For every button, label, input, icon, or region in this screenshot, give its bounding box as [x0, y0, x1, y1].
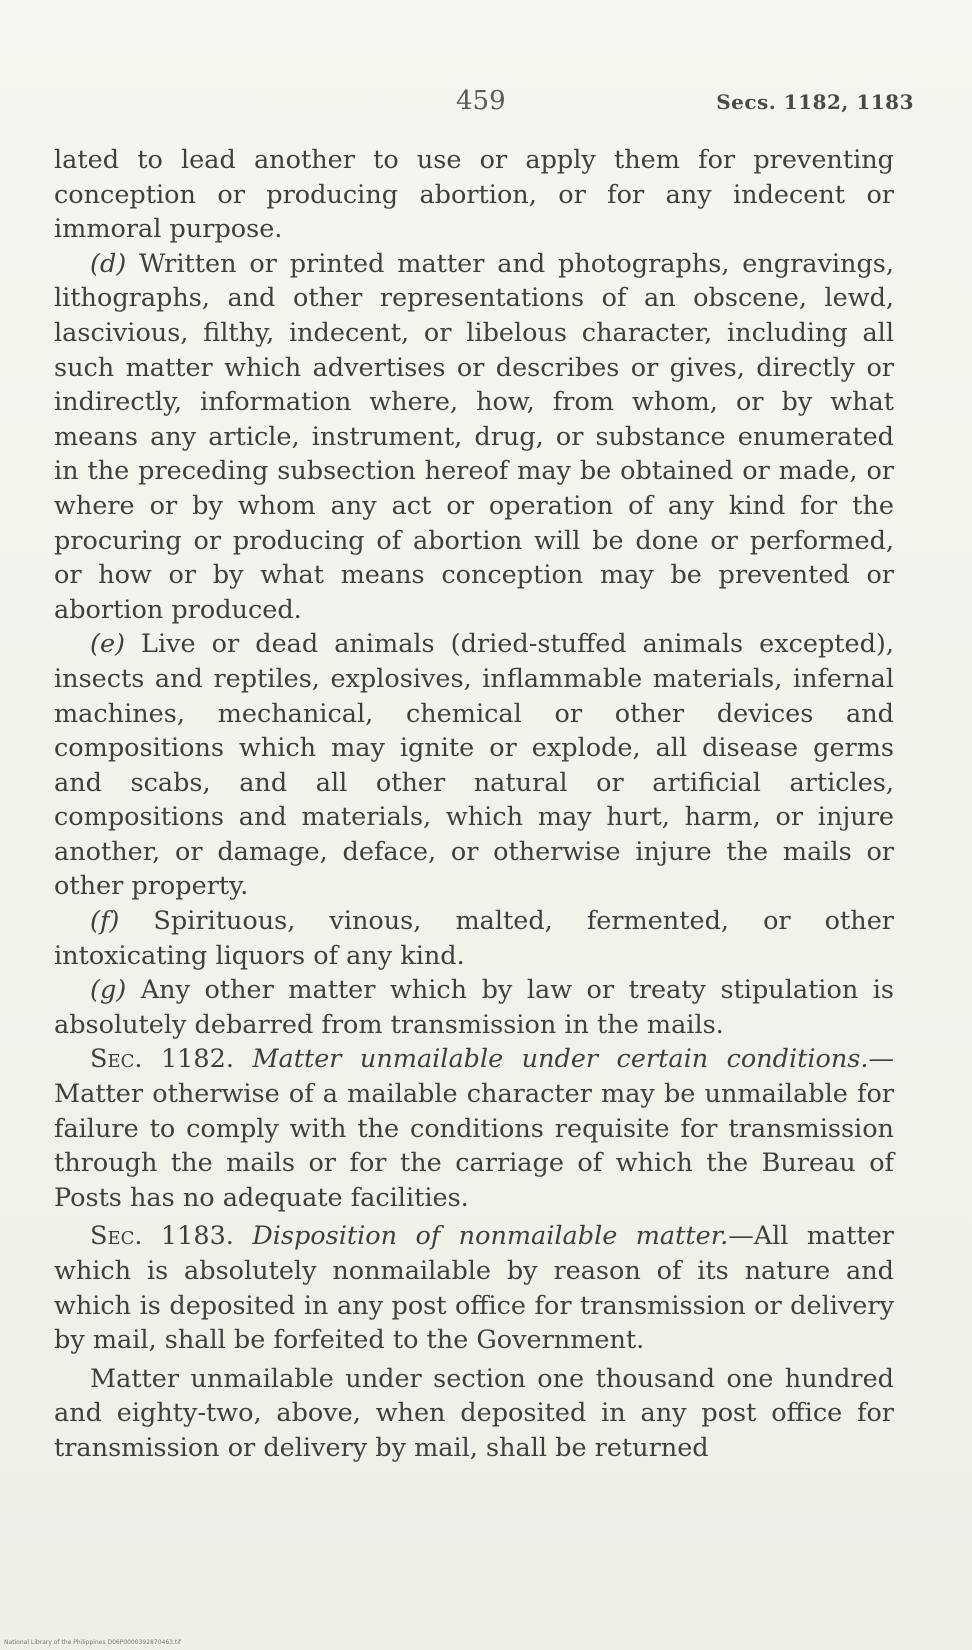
body-text: [54, 143, 894, 1466]
paragraph-text: Spirituous, vinous, malted, fermented, or other intoxicating liquors of any kind.: [54, 906, 894, 971]
section-number: 1183.: [142, 1221, 253, 1252]
paragraph-subsection-f: [54, 904, 894, 973]
paragraph-section-1182: [54, 1042, 894, 1215]
paragraph-subsection-e: [54, 627, 894, 904]
section-heading: Matter unmailable under certain conditions.: [252, 1044, 869, 1075]
paragraph-text: lated to lead another to use or apply them for preventing conception or producing abortion, or for any indecent or immoral purpose.: [54, 145, 894, 245]
section-label: Sec.: [90, 1221, 143, 1252]
paragraph-text: Matter unmailable under section one thousand one hundred and eighty-two, above, when deposited in any post office for transmission or delivery by mail, shall be returned: [54, 1363, 894, 1463]
subsection-marker: (d): [90, 248, 127, 279]
section-heading: Disposition of nonmailable matter.: [252, 1221, 729, 1252]
paragraph-text: Written or printed matter and photographs, engravings, lithographs, and other representations of an obscene, lewd, lascivious, filthy, indecent, or libelous character, including all such matter which advertises or describes or gives, directly or indirectly, information where, how, from whom, or by what means any article, instrument, drug, or substance enumerated in the preceding subsection hereof may be obtained or made, or where or by whom any act or operation of any kind for the procuring or producing of abortion will be done or performed, or how or by what means conception may be prevented or abortion produced.: [54, 248, 894, 625]
scan-imprint: National Library of the Philippines D06P0000392870463.tif: [4, 1639, 182, 1646]
paragraph-text: Any other matter which by law or treaty stipulation is absolutely debarred from transmission in the mails.: [54, 975, 894, 1040]
subsection-marker: (e): [90, 629, 125, 660]
page-header: [0, 86, 972, 120]
running-head-section-ref: Secs. 1182, 1183: [716, 90, 914, 114]
paragraph-subsection-g: [54, 973, 894, 1042]
paragraph-subsection-d: [54, 247, 894, 628]
paragraph-section-1183: [54, 1219, 894, 1357]
paragraph-text: Live or dead animals (dried-stuffed animals excepted), insects and reptiles, explosives, inflammable materials, infernal machines, mechanical, chemical or other devices and compositions which may ignite or explode, all disease germs and scabs, and all other natural or artificial articles, compositions and materials, which may hurt, harm, or injure another, or damage, deface, or otherwise injure the mails or other property.: [54, 629, 894, 902]
paragraph-text: —Matter otherwise of a mailable character may be unmailable for failure to comply with the conditions requisite for transmission through the mails or for the carriage of which the Bureau of Posts has no adequate facilities.: [54, 1044, 894, 1213]
subsection-marker: (f): [90, 906, 120, 937]
section-number: 1182.: [142, 1044, 253, 1075]
section-label: Sec.: [90, 1044, 143, 1075]
paragraph-continuation: [54, 143, 894, 247]
page-number: 459: [456, 86, 506, 116]
paragraph-text: —All matter which is absolutely nonmailable by reason of its nature and which is deposited in any post office for transmission or delivery by mail, shall be forfeited to the Government.: [54, 1221, 894, 1356]
subsection-marker: (g): [90, 975, 127, 1006]
paragraph-matter-unmailable: [54, 1362, 894, 1466]
